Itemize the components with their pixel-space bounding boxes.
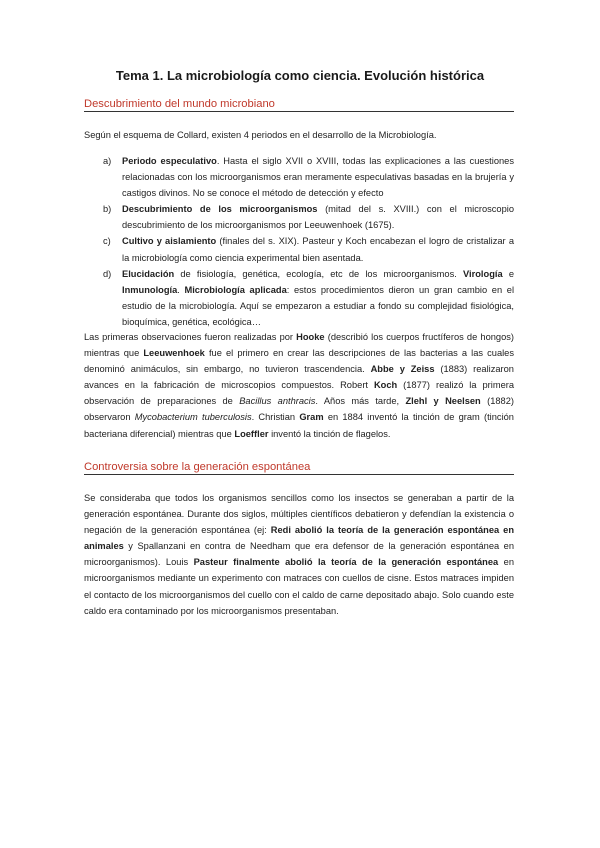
species-bacillus: Bacillus anthracis <box>239 396 316 407</box>
period-term: Inmunología <box>122 284 178 295</box>
list-marker: b) <box>103 204 112 215</box>
period-text: . <box>177 284 185 295</box>
list-item <box>84 233 514 265</box>
periods-list <box>84 153 514 330</box>
text-run: Se consideraba que todos los organismos sencillos como los insectos se generaban a partir de la generación espontánea. Durante dos siglos, múltiples científicos debatieron y defendían la existencia o negación de la generación espontánea (ej: <box>84 493 514 536</box>
period-text: e <box>502 268 514 279</box>
list-marker: d) <box>103 268 112 279</box>
period-term: Virología <box>463 268 503 279</box>
text-run: . Christian <box>251 412 300 423</box>
name-hooke: Hooke <box>296 332 325 342</box>
section-heading-discovery: Descubrimiento del mundo microbiano <box>84 98 514 112</box>
text-run: y Spallanzani en contra de Needham que era defensor de la generación espontánea en microorganismos). Louis <box>84 541 514 568</box>
period-text: de fisiología, genética, ecología, etc de los microorganismos. <box>174 268 464 279</box>
text-run: fue el primero en crear las descripciones de las bacterias a las cuales denominó animáculos, sin embargo, no tuvieron trascendencia. <box>84 348 514 375</box>
section-heading-spontaneous-generation: Controversia sobre la generación espontánea <box>84 461 514 475</box>
intro-paragraph: Según el esquema de Collard, existen 4 periodos en el desarrollo de la Microbiología. <box>84 130 437 140</box>
period-term: Cultivo y aislamiento <box>122 236 217 247</box>
name-leeuwenhoek: Leeuwenhoek <box>143 348 205 359</box>
period-text: (mitad del s. XVIII.) con el microscopio descubrimiento de los microorganismos por Leeuwenhoek (1675). <box>122 204 514 231</box>
text-run: Las primeras observaciones fueron realizadas por <box>84 332 297 342</box>
period-text: (finales del s. XIX). Pasteur y Koch encabezan el logro de cristalizar a la microbiología como ciencia experimental bien asentada. <box>122 236 514 263</box>
text-run: (describió los cuerpos fructíferos de hongos) mientras que <box>84 332 514 359</box>
period-term: Elucidación <box>122 268 175 279</box>
text-run: en 1884 inventó la tinción de gram (tinción bacteriana diferencial) mientras que <box>84 412 514 439</box>
name-abbe-zeiss: Abbe y Zeiss <box>370 364 435 375</box>
text-run: . Años más tarde, <box>315 396 406 407</box>
list-item <box>84 266 514 330</box>
list-item <box>84 153 514 201</box>
redi-statement: Redi abolió la teoría de la generación espontánea en animales <box>84 525 515 552</box>
period-term: Microbiología aplicada <box>184 284 287 295</box>
name-koch: Koch <box>373 380 398 391</box>
text-run: (1877) realizó la primera observación de preparaciones de <box>84 380 515 407</box>
name-ziehl-neelsen: Zlehl y Neelsen <box>405 396 481 407</box>
name-loeffler: Loeffler <box>234 428 269 439</box>
list-marker: c) <box>103 236 111 247</box>
list-marker: a) <box>103 156 112 166</box>
text-run: (1883) realizaron avances en la fabricación de microscopios compuestos. Robert <box>84 364 514 391</box>
period-text: : estos procedimientos dieron un gran cambio en el estudio de la microbiología. Aquí se empezaron a estudiar a fondo su complejidad fisiológica, bioquímica, genética, ecológica… <box>122 284 515 327</box>
text-run: (1882) observaron <box>84 396 514 423</box>
pasteur-statement: Pasteur finalmente abolió la teoría de la generación espontánea <box>193 557 499 568</box>
document-title: Tema 1. La microbiología como ciencia. Evolución histórica <box>115 68 485 83</box>
period-text: . Hasta el siglo XVII o XVIII, todas las explicaciones a las cuestiones relacionadas con los microorganismos eran meramente especulativas basadas en la brujería y castigos divinos. No se conoce el método de detección y efecto <box>122 156 514 199</box>
spontaneous-generation-paragraph <box>84 490 514 619</box>
text-run: en microorganismos mediante un experimento con matraces con cuellos de cisne. Estos matraces impiden el contacto de los microorganismos del cuello con el caldo de carne depositado abajo. Solo cuando este caldo era contaminado por los microorganismos presentaban. <box>84 557 514 616</box>
period-term: Periodo especulativo <box>122 156 217 166</box>
period-term: Descubrimiento de los microorganismos <box>122 204 318 215</box>
species-mycobacterium: Mycobacterium tuberculosis <box>134 412 252 423</box>
list-item <box>84 201 514 233</box>
history-paragraph <box>84 329 514 442</box>
name-gram: Gram <box>299 412 324 423</box>
text-run: inventó la tinción de flagelos. <box>268 428 391 439</box>
